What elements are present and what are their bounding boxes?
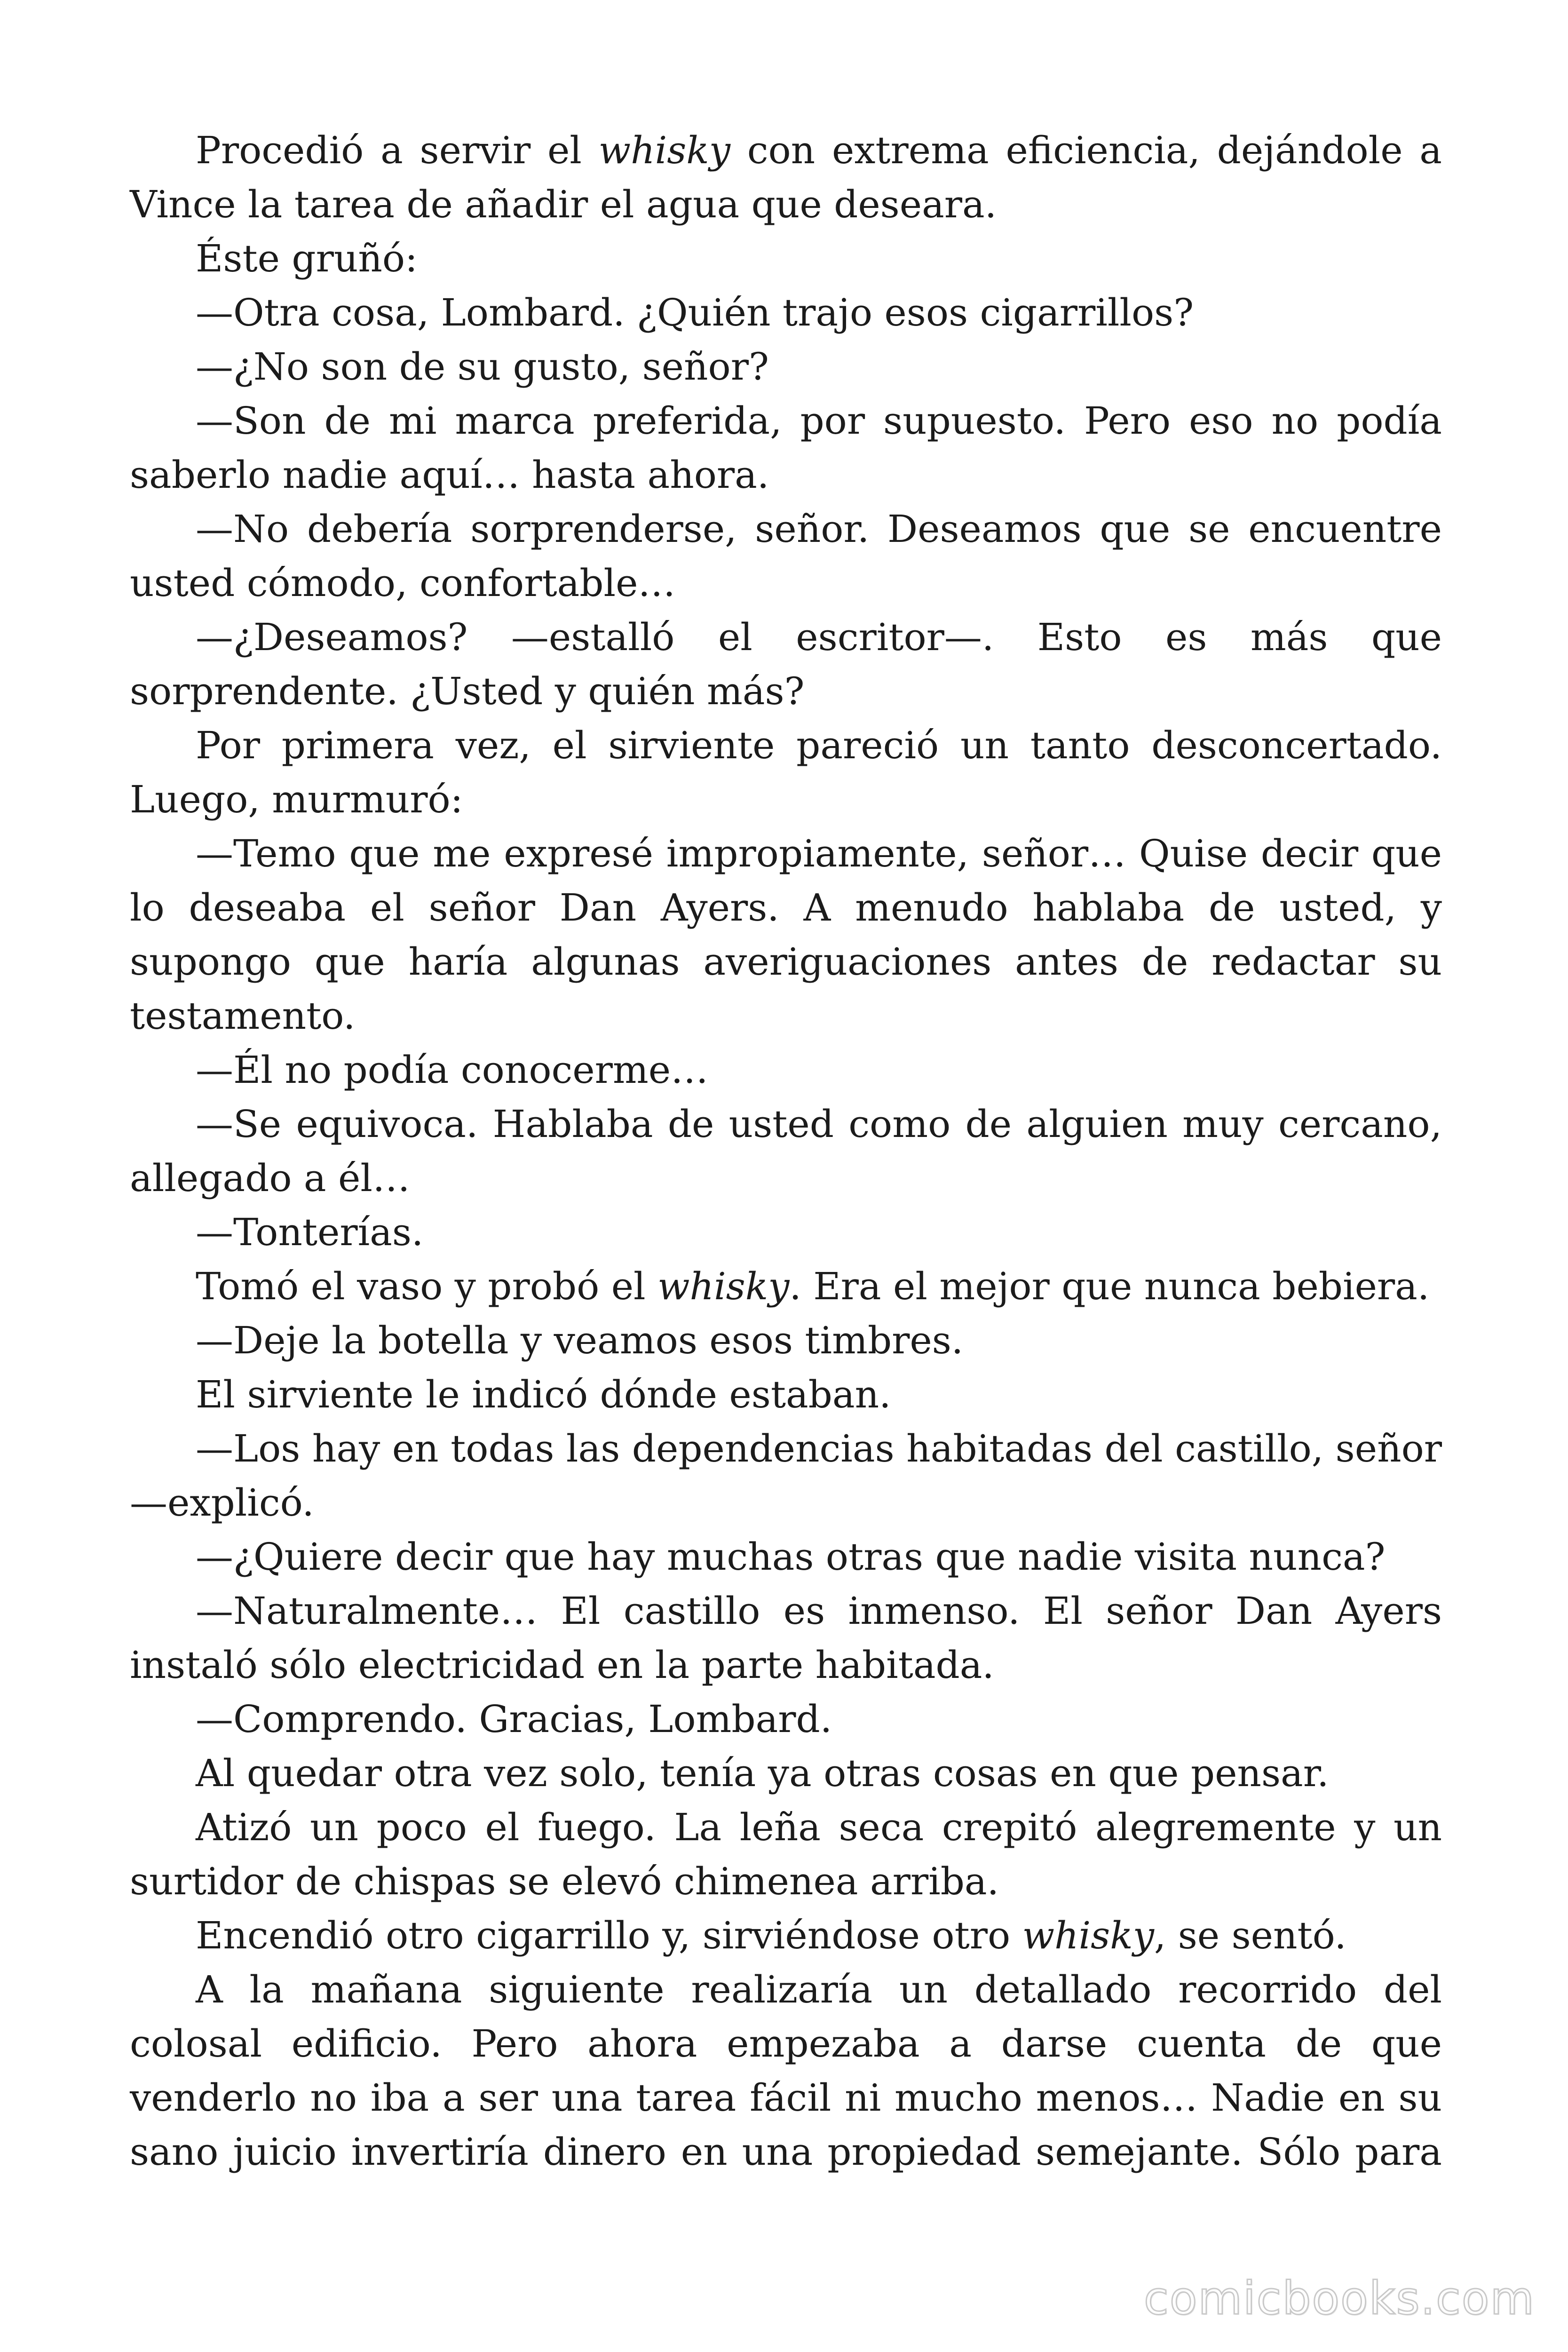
italic-text: whisky (1022, 1914, 1154, 1957)
text-run: —Naturalmente… El castillo es inmenso. El señor Dan Ayers instaló sólo electricidad en la parte habitada. (130, 1589, 1442, 1687)
paragraph (130, 1259, 1442, 1313)
paragraph (130, 231, 1442, 286)
text-run: El sirviente le indicó dónde estaban. (196, 1373, 891, 1416)
text-run: —Tonterías. (196, 1210, 424, 1254)
paragraph (130, 1908, 1442, 1963)
italic-text: whisky (598, 128, 730, 172)
paragraph (130, 1584, 1442, 1692)
paragraph (130, 610, 1442, 718)
text-run: —Se equivoca. Hablaba de usted como de alguien muy cercano, allegado a él… (130, 1102, 1442, 1200)
text-run: A la mañana siguiente realizaría un detallado recorrido del colosal edificio. Pero ahora empezaba a darse cuenta de que venderlo no iba a ser una tarea fácil ni mucho menos… Nadie en su sano juicio invertiría dinero en una propiedad semejante. Sólo para (130, 1968, 1442, 2174)
text-run: —¿No son de su gusto, señor? (196, 345, 769, 389)
italic-text: whisky (657, 1264, 790, 1308)
watermark: comicbooks.com (1143, 2272, 1535, 2325)
paragraph (130, 1043, 1442, 1097)
paragraph (130, 718, 1442, 826)
body-text (130, 123, 1442, 2179)
paragraph (130, 1422, 1442, 1530)
paragraph (130, 1692, 1442, 1746)
paragraph (130, 1313, 1442, 1367)
text-run: Tomó el vaso y probó el (196, 1264, 658, 1308)
text-run: Por primera vez, el sirviente pareció un tanto desconcertado. Luego, murmuró: (130, 723, 1442, 821)
text-run: . Era el mejor que nunca bebiera. (789, 1264, 1430, 1308)
paragraph (130, 1746, 1442, 1800)
paragraph (130, 340, 1442, 394)
text-run: Éste gruñó: (196, 237, 418, 280)
paragraph (130, 1205, 1442, 1259)
text-run: —Él no podía conocerme… (196, 1048, 709, 1092)
text-run: con extrema eficiencia, dejándole a Vince la tarea de añadir el agua que deseara. (130, 128, 1442, 226)
text-run: Al quedar otra vez solo, tenía ya otras cosas en que pensar. (196, 1751, 1329, 1795)
paragraph (130, 123, 1442, 231)
text-run: —Temo que me expresé impropiamente, señor… Quise decir que lo deseaba el señor Dan Ayers. A menudo hablaba de usted, y supongo que haría algunas averiguaciones antes de redactar su testamento. (130, 832, 1442, 1038)
text-run: —Son de mi marca preferida, por supuesto. Pero eso no podía saberlo nadie aquí… hasta ahora. (130, 399, 1442, 497)
text-run: —No debería sorprenderse, señor. Deseamos que se encuentre usted cómodo, confortable… (130, 507, 1442, 605)
text-run: —¿Quiere decir que hay muchas otras que nadie visita nunca? (196, 1535, 1386, 1579)
text-run: Procedió a servir el (196, 128, 599, 172)
text-run: —Los hay en todas las dependencias habitadas del castillo, señor —explicó. (130, 1427, 1442, 1525)
text-run: Atizó un poco el fuego. La leña seca crepitó alegremente y un surtidor de chispas se elevó chimenea arriba. (130, 1805, 1442, 1903)
paragraph (130, 502, 1442, 610)
text-run: , se sentó. (1154, 1914, 1346, 1957)
paragraph (130, 1963, 1442, 2179)
paragraph (130, 1367, 1442, 1422)
text-run: —Comprendo. Gracias, Lombard. (196, 1697, 832, 1741)
paragraph (130, 394, 1442, 502)
text-run: —Deje la botella y veamos esos timbres. (196, 1319, 964, 1362)
text-run: —¿Deseamos? —estalló el escritor—. Esto es más que sorprendente. ¿Usted y quién más? (130, 615, 1442, 713)
text-run: —Otra cosa, Lombard. ¿Quién trajo esos cigarrillos? (196, 291, 1194, 334)
paragraph (130, 1530, 1442, 1584)
paragraph (130, 1800, 1442, 1908)
text-run: Encendió otro cigarrillo y, sirviéndose otro (196, 1914, 1022, 1957)
paragraph (130, 826, 1442, 1043)
paragraph (130, 286, 1442, 340)
paragraph (130, 1097, 1442, 1205)
